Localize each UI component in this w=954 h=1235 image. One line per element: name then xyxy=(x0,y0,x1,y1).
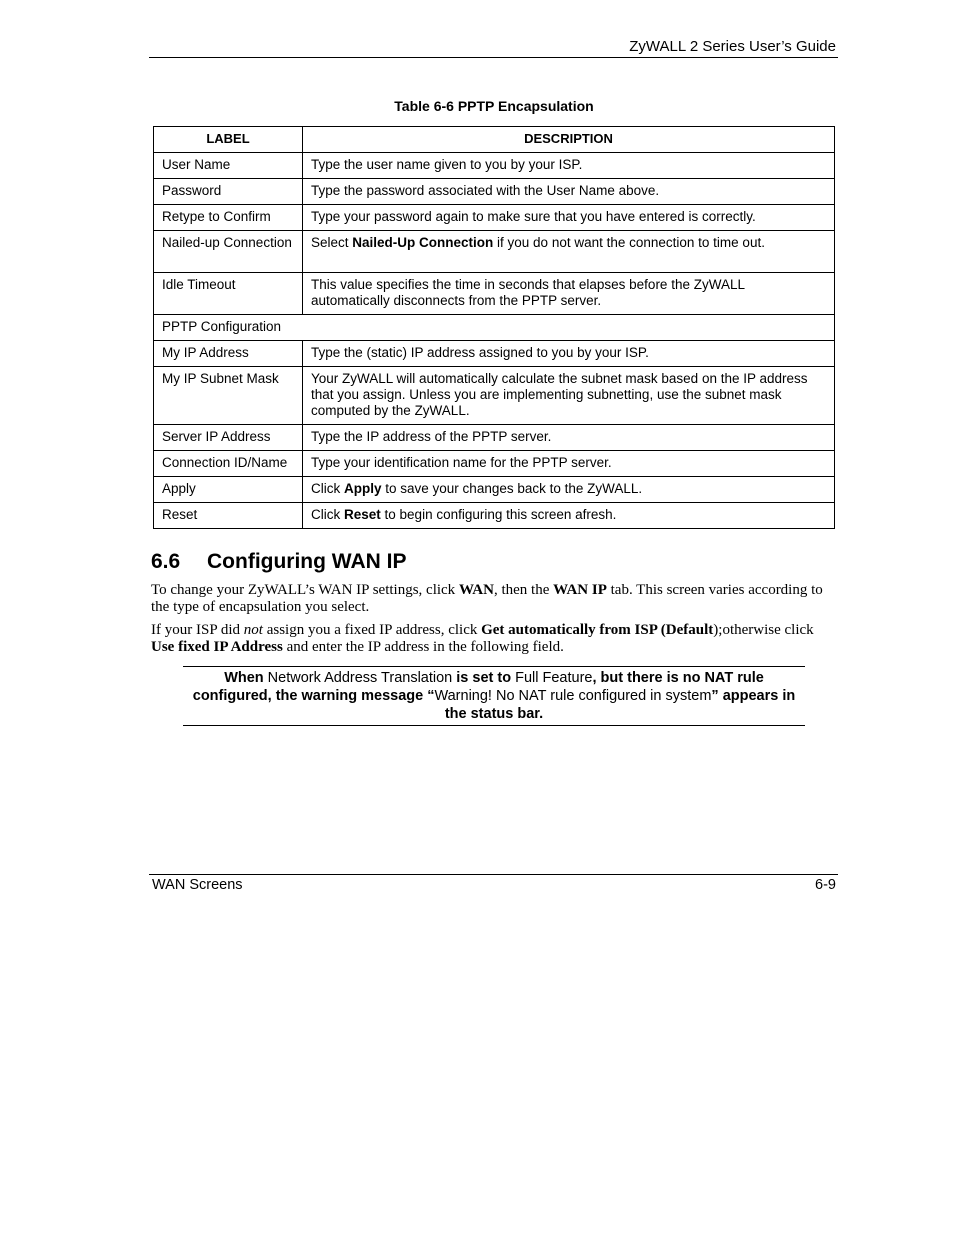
column-header-description: DESCRIPTION xyxy=(303,127,835,153)
section-title: Configuring WAN IP xyxy=(207,550,407,573)
row-label: Retype to Confirm xyxy=(154,205,303,231)
table-row xyxy=(154,273,835,315)
note-bold: , but there is no NAT rule configured, the warning message “ xyxy=(192,670,764,704)
section-number: 6.6 xyxy=(151,550,181,573)
row-description: Type the (static) IP address assigned to you by your ISP. xyxy=(303,341,835,367)
row-label: Idle Timeout xyxy=(154,273,303,315)
row-label: Reset xyxy=(154,503,303,529)
paragraph-italic: not xyxy=(243,622,263,638)
header-rule xyxy=(149,57,838,58)
section-row-label: PPTP Configuration xyxy=(154,315,835,341)
paragraph-text: , then the xyxy=(493,582,554,598)
table-row xyxy=(154,503,835,529)
section-heading xyxy=(151,550,406,574)
paragraph-bold: WAN IP xyxy=(553,582,607,598)
table-row xyxy=(154,477,835,503)
row-description: Type your password again to make sure that you have entered is correctly. xyxy=(303,205,835,231)
desc-text: to save your changes back to the ZyWALL. xyxy=(381,481,643,496)
running-header-title: ZyWALL 2 Series User’s Guide xyxy=(629,38,836,55)
row-description: This value specifies the time in seconds that elapses before the ZyWALL automatically disconnects from the PPTP server. xyxy=(303,273,835,315)
row-description: Type the user name given to you by your ISP. xyxy=(303,153,835,179)
table-row xyxy=(154,179,835,205)
table-row xyxy=(154,231,835,273)
row-label: User Name xyxy=(154,153,303,179)
table-row xyxy=(154,153,835,179)
desc-text: if you do not want the connection to time out. xyxy=(493,235,765,250)
table-header-row xyxy=(154,127,835,153)
row-description: Type the IP address of the PPTP server. xyxy=(303,425,835,451)
desc-text: Select xyxy=(311,235,353,250)
row-description: Type your identification name for the PPTP server. xyxy=(303,451,835,477)
pptp-encapsulation-table xyxy=(153,126,835,529)
desc-bold: Reset xyxy=(344,507,381,522)
desc-bold: Apply xyxy=(344,481,382,496)
instruction-paragraph xyxy=(151,622,831,656)
note-text: Full Feature xyxy=(511,670,593,686)
row-description: Type the password associated with the User Name above. xyxy=(303,179,835,205)
paragraph-text: To change your ZyWALL’s WAN IP settings, click xyxy=(151,582,459,598)
paragraph-text: If your ISP did xyxy=(151,622,244,638)
row-description: Your ZyWALL will automatically calculate the subnet mask based on the IP address that you assign. Unless you are implementing subnetting, use the subnet mask computed by the ZyWALL. xyxy=(303,367,835,425)
paragraph-bold: Use fixed IP Address xyxy=(151,639,283,655)
note-text: Warning! No NAT rule configured in system xyxy=(434,688,712,704)
footer-page-number: 6-9 xyxy=(815,877,836,893)
paragraph-text: );otherwise click xyxy=(713,622,814,638)
note-bold: is set to xyxy=(456,670,512,686)
row-label: Connection ID/Name xyxy=(154,451,303,477)
note-bold: When xyxy=(224,670,264,686)
intro-paragraph xyxy=(151,582,831,616)
desc-text: to begin configuring this screen afresh. xyxy=(380,507,617,522)
table-caption: Table 6-6 PPTP Encapsulation xyxy=(394,98,594,114)
table-row xyxy=(154,341,835,367)
row-label: My IP Subnet Mask xyxy=(154,367,303,425)
row-label: Password xyxy=(154,179,303,205)
table-row xyxy=(154,205,835,231)
table-row xyxy=(154,425,835,451)
column-header-label: LABEL xyxy=(154,127,303,153)
row-label: Apply xyxy=(154,477,303,503)
note-bold: ” appears in the status bar. xyxy=(444,688,796,722)
row-description xyxy=(303,503,835,529)
table-row xyxy=(154,451,835,477)
warning-note xyxy=(183,666,805,726)
row-label: Server IP Address xyxy=(154,425,303,451)
paragraph-bold: Get automatically from ISP (Default xyxy=(481,622,714,638)
note-text: Network Address Translation xyxy=(263,670,457,686)
desc-text: Click xyxy=(311,481,344,496)
paragraph-text: and enter the IP address in the following field. xyxy=(282,639,564,655)
table-section-row xyxy=(154,315,835,341)
row-description xyxy=(303,477,835,503)
desc-text: Click xyxy=(311,507,344,522)
paragraph-bold: WAN xyxy=(458,582,494,598)
paragraph-text: assign you a fixed IP address, click xyxy=(262,622,482,638)
row-label: My IP Address xyxy=(154,341,303,367)
row-label: Nailed-up Connection xyxy=(154,231,303,273)
footer-rule xyxy=(149,874,838,875)
footer-chapter-name: WAN Screens xyxy=(152,877,243,893)
desc-bold: Nailed-Up Connection xyxy=(352,235,494,250)
paragraph-text: tab. This screen varies according to the type of encapsulation you select. xyxy=(151,582,823,615)
row-description xyxy=(303,231,835,273)
table-row xyxy=(154,367,835,425)
